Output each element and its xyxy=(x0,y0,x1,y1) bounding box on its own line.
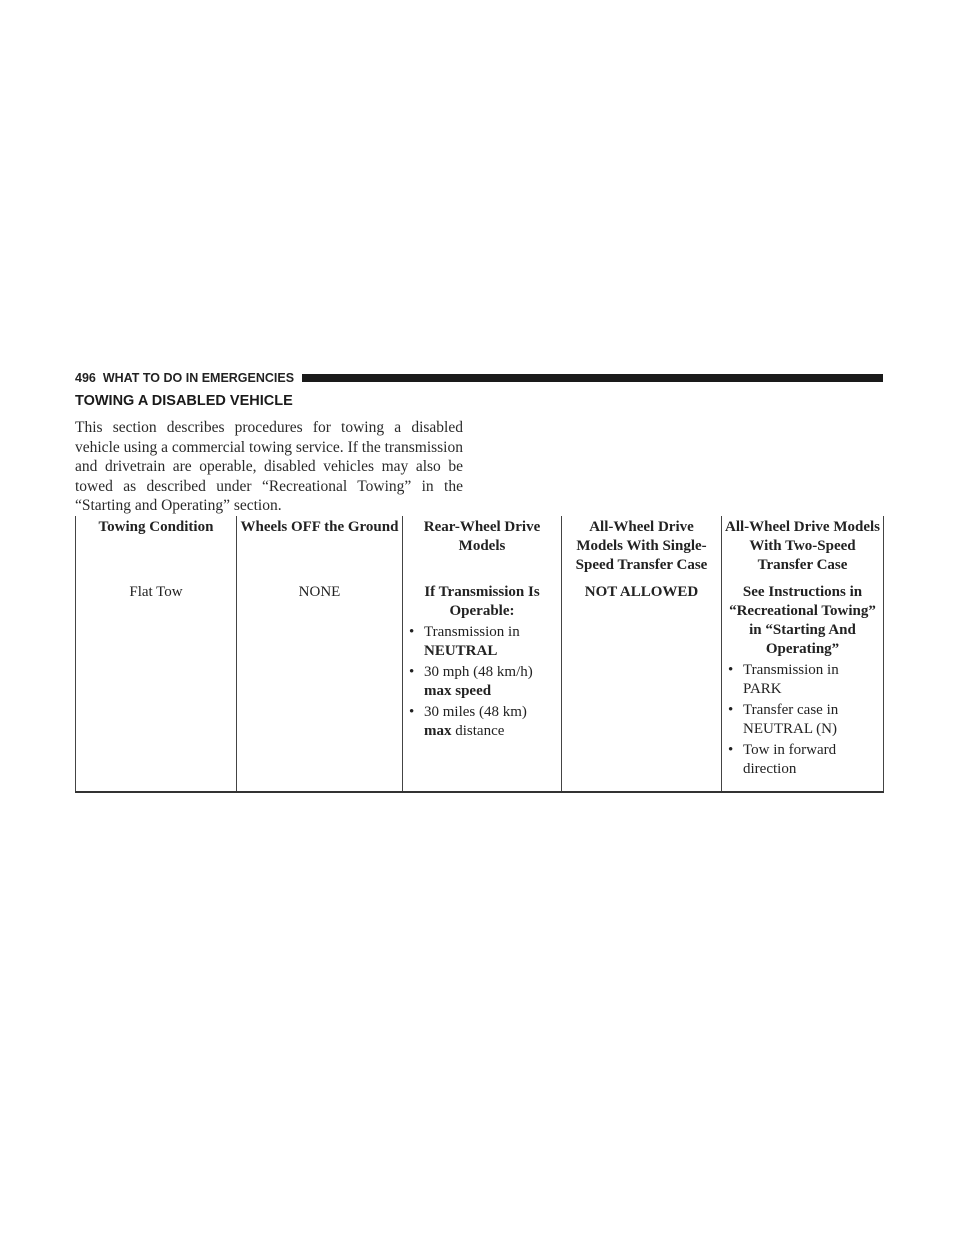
rwd-list xyxy=(406,623,558,741)
rwd-heading: If Transmission Is Operable: xyxy=(424,584,540,619)
item-rest: distance xyxy=(455,723,505,739)
header-wheels-off: Wheels OFF the Ground xyxy=(237,516,403,581)
awd-two-heading: See Instructions in “Recreational Towing” in “Starting And Operating” xyxy=(729,584,876,657)
intro-paragraph: This section describes procedures for towing a disabled vehicle using a commercial towing service. If the transmission and drivetrain are operable, disabled vehicles may also be towed as described under “Recreational Towing” in the “Starting and Operating” section. xyxy=(75,419,463,514)
item-bold: NEUTRAL xyxy=(424,643,498,659)
table-header-row xyxy=(76,516,884,581)
page-number: 496 xyxy=(75,371,96,385)
list-item: • Transmission in PARK xyxy=(725,661,880,699)
header-awd-single: All-Wheel Drive Models With Single-Speed Transfer Case xyxy=(562,516,722,581)
running-header-title: WHAT TO DO IN EMERGENCIES xyxy=(102,371,295,385)
item-text: 30 miles (48 km) xyxy=(424,704,527,720)
cell-condition: Flat Tow xyxy=(76,581,237,792)
cell-awd-single: NOT ALLOWED xyxy=(562,581,722,792)
item-bold: max speed xyxy=(424,683,492,699)
list-item xyxy=(406,623,558,661)
section-title: TOWING A DISABLED VEHICLE xyxy=(75,393,293,409)
item-text: 30 mph (48 km/h) xyxy=(424,664,533,680)
towing-table xyxy=(75,516,884,793)
header-rule xyxy=(302,374,883,382)
table-row xyxy=(76,581,884,792)
header-awd-two: All-Wheel Drive Models With Two-Speed Transfer Case xyxy=(722,516,884,581)
list-item: • Tow in forward direction xyxy=(725,741,880,779)
header-towing-condition: Towing Condition xyxy=(76,516,237,581)
cell-awd-two xyxy=(722,581,884,792)
awd-two-list xyxy=(725,661,880,779)
header-rwd: Rear-Wheel Drive Models xyxy=(403,516,562,581)
item-bold: max xyxy=(424,723,452,739)
list-item xyxy=(406,663,558,701)
page-header xyxy=(75,370,883,386)
item-text: Transmission in xyxy=(424,624,520,640)
list-item xyxy=(406,703,558,741)
cell-rwd xyxy=(403,581,562,792)
cell-wheels-off: NONE xyxy=(237,581,403,792)
list-item: • Transfer case in NEUTRAL (N) xyxy=(725,701,880,739)
